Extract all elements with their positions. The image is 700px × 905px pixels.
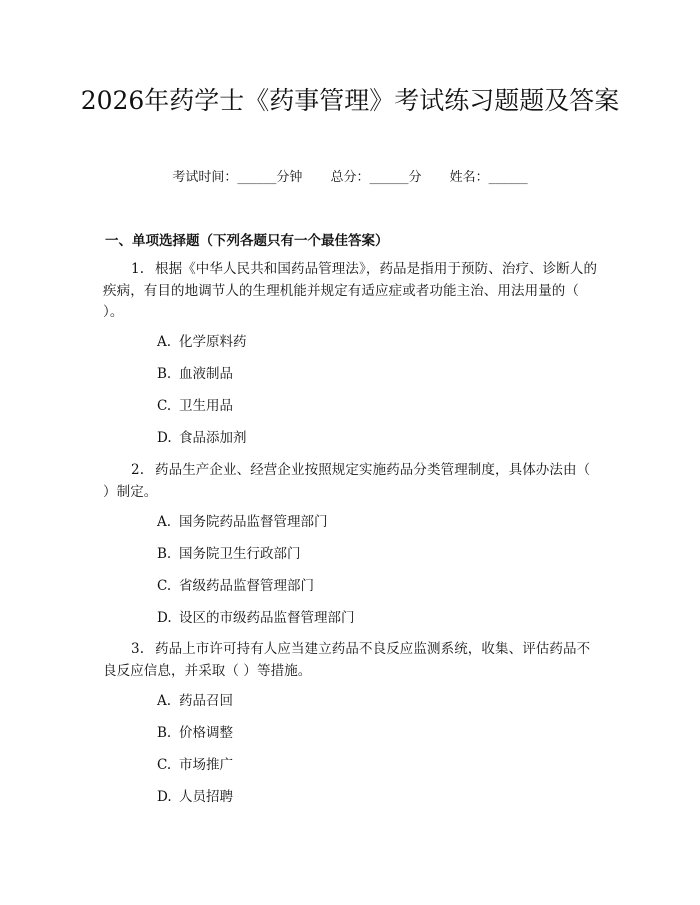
- option-letter: A.: [157, 514, 172, 530]
- option-text: 血液制品: [179, 366, 233, 382]
- option-letter: D.: [157, 610, 172, 626]
- option-letter: D.: [157, 430, 172, 446]
- question-3-option-d: [157, 787, 233, 807]
- option-text: 人员招聘: [179, 789, 233, 805]
- question-2-option-a: [157, 512, 328, 532]
- option-letter: B.: [157, 546, 172, 562]
- exam-info-line: [0, 168, 700, 188]
- option-letter: D.: [157, 789, 172, 805]
- option-text: 卫生用品: [179, 398, 233, 414]
- question-3-option-a: [157, 691, 233, 711]
- question-number: 3.: [131, 641, 145, 657]
- name-field: 姓名：______: [449, 170, 528, 185]
- option-text: 化学原料药: [179, 334, 247, 350]
- option-text: 市场推广: [179, 757, 233, 773]
- question-1-option-a: [157, 332, 247, 352]
- question-1-option-b: [157, 364, 233, 384]
- question-text: 药品上市许可持有人应当建立药品不良反应监测系统，收集、评估药品不良反应信息，并采取（ ）等措施。: [103, 641, 591, 679]
- option-letter: B.: [157, 366, 172, 382]
- option-text: 药品召回: [179, 693, 233, 709]
- option-text: 设区的市级药品监督管理部门: [179, 610, 355, 626]
- question-1: [103, 259, 600, 324]
- option-text: 价格调整: [179, 725, 233, 741]
- option-text: 食品添加剂: [179, 430, 247, 446]
- question-text: 药品生产企业、经营企业按照规定实施药品分类管理制度，具体办法由（ ）制定。: [103, 462, 591, 500]
- total-score-field: 总分：______分: [330, 170, 422, 185]
- question-number: 1.: [131, 261, 145, 277]
- option-letter: C.: [157, 757, 172, 773]
- question-text: 根据《中华人民共和国药品管理法》，药品是指用于预防、治疗、诊断人的疾病，有目的地调节人的生理机能并规定有适应症或者功能主治、用法用量的（ ）。: [103, 261, 598, 320]
- option-text: 省级药品监督管理部门: [179, 578, 314, 594]
- question-2-option-c: [157, 576, 314, 596]
- question-number: 2.: [131, 462, 145, 478]
- question-2-option-b: [157, 544, 301, 564]
- option-text: 国务院卫生行政部门: [179, 546, 301, 562]
- question-1-option-c: [157, 396, 233, 416]
- option-letter: A.: [157, 334, 172, 350]
- question-3: [103, 639, 600, 682]
- question-3-option-c: [157, 755, 233, 775]
- option-letter: A.: [157, 693, 172, 709]
- exam-time-field: 考试时间：______分钟: [172, 170, 303, 185]
- question-2: [103, 460, 600, 503]
- question-2-option-d: [157, 608, 355, 628]
- option-text: 国务院药品监督管理部门: [179, 514, 328, 530]
- option-letter: C.: [157, 578, 172, 594]
- question-1-option-d: [157, 428, 247, 448]
- option-letter: C.: [157, 398, 172, 414]
- option-letter: B.: [157, 725, 172, 741]
- document-title: 2026年药学士《药事管理》考试练习题题及答案: [80, 86, 620, 115]
- section-heading: 一、单项选择题（下列各题只有一个最佳答案）: [105, 233, 389, 249]
- question-3-option-b: [157, 723, 233, 743]
